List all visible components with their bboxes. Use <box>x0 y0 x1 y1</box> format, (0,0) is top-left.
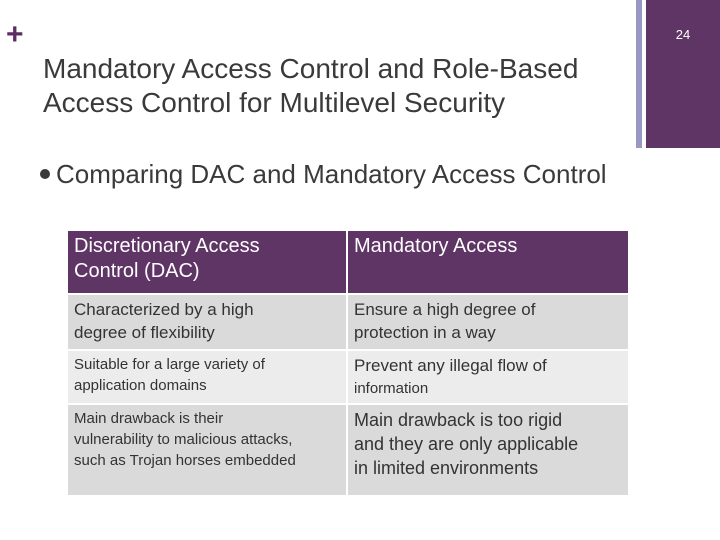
cell-line: in limited environments <box>354 458 539 478</box>
bullet-dot-icon <box>40 169 50 179</box>
table-row <box>68 295 628 349</box>
table-header-row <box>68 231 628 293</box>
table-cell-mac <box>348 351 628 403</box>
table-cell-dac <box>68 351 346 403</box>
cell-line: Prevent any illegal flow of <box>354 356 547 375</box>
cell-line: and they are only applicable <box>354 434 579 454</box>
title-line-1: Mandatory Access Control and Role-Based <box>43 53 579 84</box>
header-cell-mac: Mandatory Access <box>348 231 628 293</box>
cell-line: Suitable for a large variety of <box>74 356 265 373</box>
slide-number: 24 <box>675 27 691 42</box>
table-row <box>68 405 628 495</box>
bullet-item <box>40 158 607 190</box>
table-cell-dac <box>68 405 346 495</box>
cell-line: Characterized by a high <box>74 300 254 319</box>
header-dac-line-1: Discretionary Access <box>74 235 260 257</box>
cell-line: degree of flexibility <box>74 323 215 342</box>
cell-line: Main drawback is their <box>74 410 224 427</box>
cell-line: Ensure a high degree of <box>354 300 536 319</box>
comparison-table <box>66 229 630 497</box>
cell-line: information <box>354 380 429 397</box>
header-cell-dac <box>68 231 346 293</box>
title-line-2: Access Control for Multilevel Security <box>43 87 506 118</box>
table-cell-mac <box>348 295 628 349</box>
accent-block <box>646 0 720 148</box>
bullet-text: Comparing DAC and Mandatory Access Control <box>56 159 607 189</box>
cell-line: protection in a way <box>354 323 496 342</box>
plus-mark: + <box>6 18 24 51</box>
cell-line: such as Trojan horses embedded <box>74 452 296 469</box>
cell-line: Main drawback is too rigid <box>354 410 563 430</box>
accent-bar <box>636 0 642 148</box>
header-dac-line-2: Control (DAC) <box>74 260 200 282</box>
table-cell-mac <box>348 405 628 495</box>
slide-title <box>43 52 633 120</box>
cell-line: application domains <box>74 377 207 394</box>
table-cell-dac <box>68 295 346 349</box>
cell-line: vulnerability to malicious attacks, <box>74 431 293 448</box>
table-row <box>68 351 628 403</box>
